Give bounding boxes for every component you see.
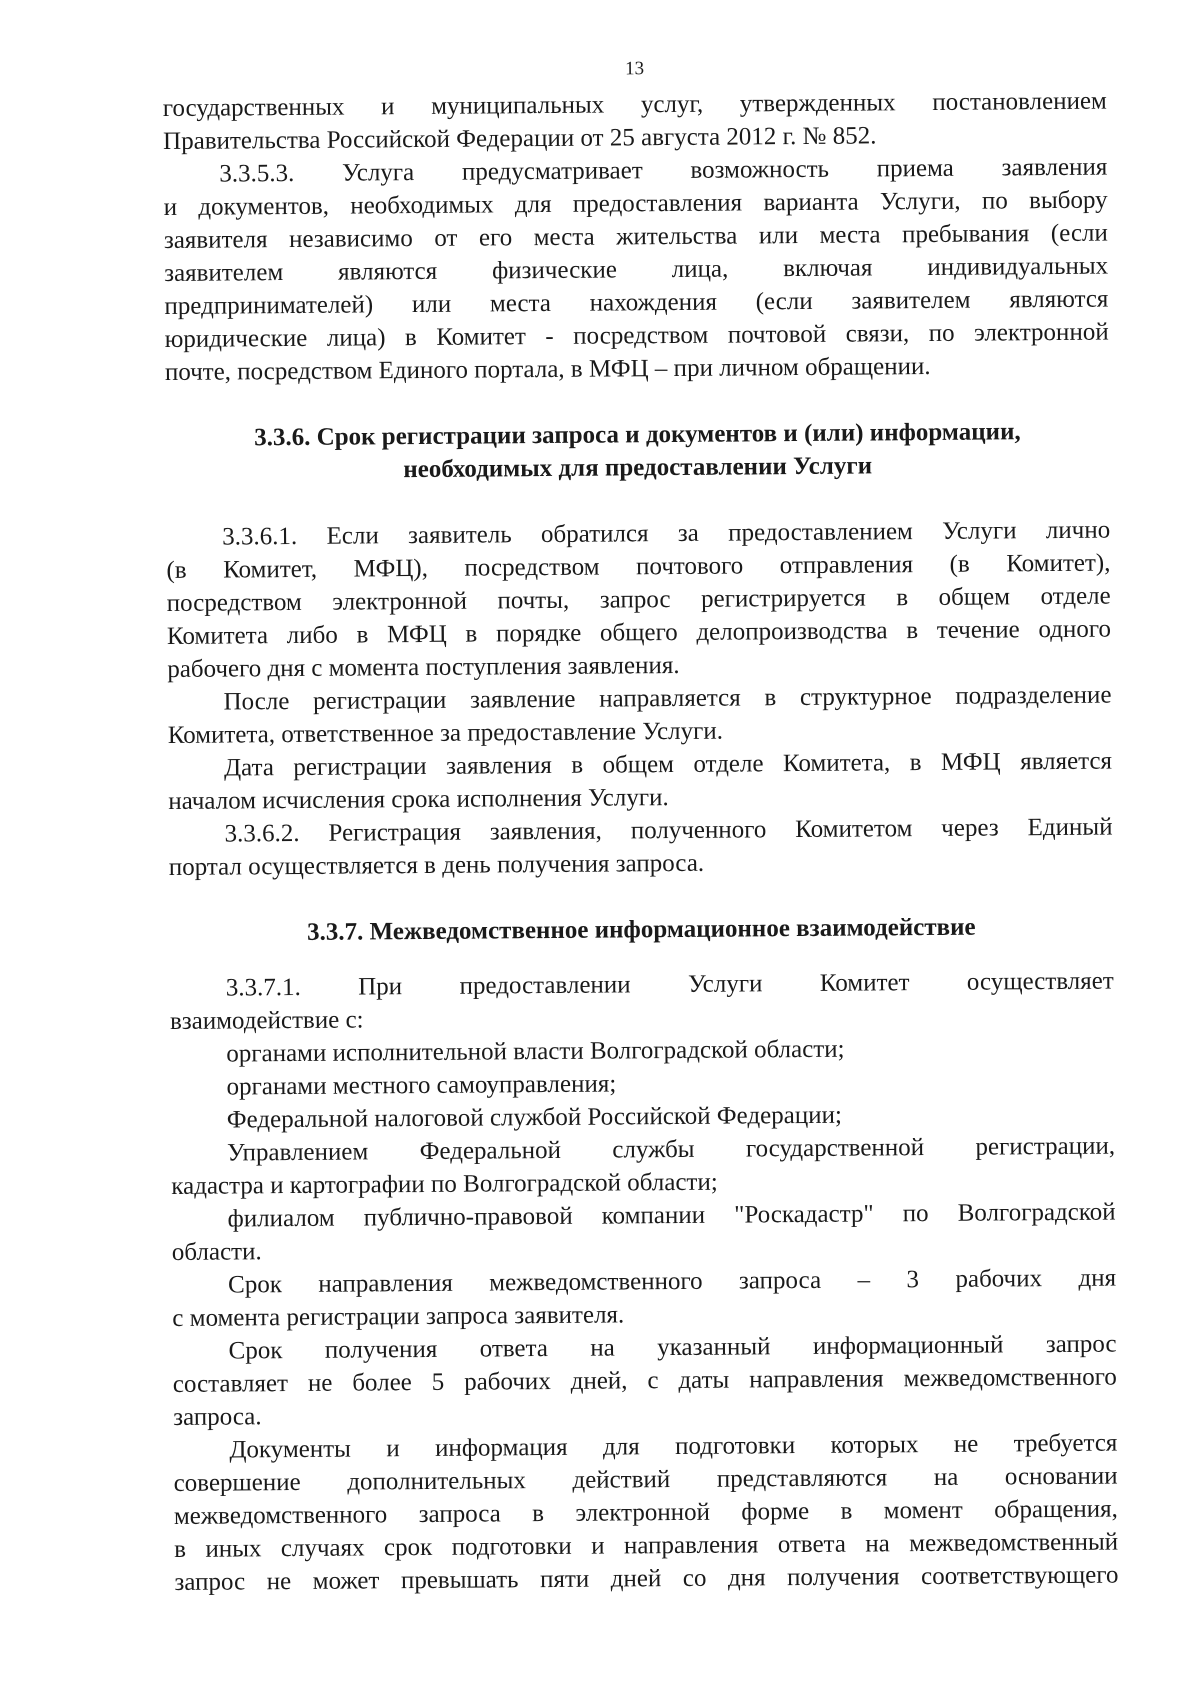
text-line: Комитета либо в МФЦ в порядке общего делопроизводства в течение одного <box>166 615 1112 650</box>
text-line: межведомственного запроса в электронной форме в момент обращения, <box>173 1495 1118 1530</box>
section-heading-line: необходимых для предоставлении Услуги <box>403 452 873 484</box>
text-line: органами исполнительной власти Волгоградской области; <box>226 1035 845 1068</box>
text-line: составляет не более 5 рабочих дней, с даты направления межведомственного <box>172 1363 1117 1398</box>
text-line: заявителем являются физические лица, включая индивидуальных <box>164 252 1109 287</box>
text-line: 3.3.7.1. При предоставлении Услуги Комитет осуществляет <box>225 967 1114 1002</box>
text-line: совершение дополнительных действий представляются на основании <box>173 1462 1118 1497</box>
text-line: Срок получения ответа на указанный информационный запрос <box>228 1330 1117 1365</box>
text-line: портал осуществляется в день получения запроса. <box>168 849 705 881</box>
text-line: началом исчисления срока исполнения Услуги. <box>168 784 669 815</box>
text-line: заявителя независимо от его места жительства или места пребывания (если <box>163 219 1108 254</box>
text-line: кадастра и картографии по Волгоградской области; <box>171 1168 718 1200</box>
text-line: 3.3.6.1. Если заявитель обратился за предоставлением Услуги лично <box>222 516 1111 551</box>
page-number: 13 <box>624 58 645 80</box>
text-line: Комитета, ответственное за предоставление Услуги. <box>167 717 724 749</box>
text-line: Федеральной налоговой службой Российской Федерации; <box>226 1101 842 1134</box>
text-line: и документов, необходимых для предоставления варианта Услуги, по выбору <box>163 186 1108 221</box>
section-heading-line: 3.3.6. Срок регистрации запроса и документов и (или) информации, <box>254 418 1021 452</box>
text-line: рабочего дня с момента поступления заявления. <box>167 651 680 683</box>
text-line: Срок направления межведомственного запроса – 3 рабочих дня <box>227 1264 1117 1299</box>
text-line: запроса. <box>173 1403 262 1431</box>
text-line: с момента регистрации запроса заявителя. <box>172 1301 625 1332</box>
text-line: (в Комитет, МФЦ), посредством почтового отправления (в Комитет), <box>166 549 1111 584</box>
text-line: юридические лица) в Комитет - посредством почтовой связи, по электронной <box>164 318 1109 353</box>
text-line: государственных и муниципальных услуг, утвержденных постановлением <box>162 87 1107 122</box>
text-line: Документы и информация для подготовки которых не требуется <box>229 1429 1118 1464</box>
text-line: Правительства Российской Федерации от 25 августа 2012 г. № 852. <box>163 122 877 155</box>
document-body <box>163 85 1119 1599</box>
text-line: 3.3.5.3. Услуга предусматривает возможность приема заявления <box>219 153 1108 188</box>
text-line: филиалом публично-правовой компании "Роскадастр" по Волгоградской <box>227 1198 1116 1233</box>
text-line: запрос не может превышать пяти дней со дня получения соответствующего <box>174 1561 1119 1596</box>
text-line: После регистрации заявление направляется в структурное подразделение <box>223 681 1112 716</box>
text-line: 3.3.6.2. Регистрация заявления, полученного Комитетом через Единый <box>224 813 1113 848</box>
text-line: взаимодействие с: <box>169 1006 364 1035</box>
text-line: Дата регистрации заявления в общем отделе Комитета, в МФЦ является <box>223 747 1113 782</box>
text-line: в иных случаях срок подготовки и направления ответа на межведомственный <box>174 1528 1119 1563</box>
text-line: органами местного самоуправления; <box>226 1070 617 1101</box>
section-heading-line: 3.3.7. Межведомственное информационное взаимодействие <box>306 913 976 946</box>
document-page <box>162 0 1119 1697</box>
text-line: Управлением Федеральной службы государственной регистрации, <box>226 1132 1116 1167</box>
text-line: области. <box>171 1238 262 1266</box>
text-line: почте, посредством Единого портала, в МФЦ – при личном обращении. <box>164 352 931 386</box>
text-line: предпринимателей) или места нахождения (если заявителем являются <box>164 285 1109 320</box>
text-line: посредством электронной почты, запрос регистрируется в общем отделе <box>166 582 1111 617</box>
